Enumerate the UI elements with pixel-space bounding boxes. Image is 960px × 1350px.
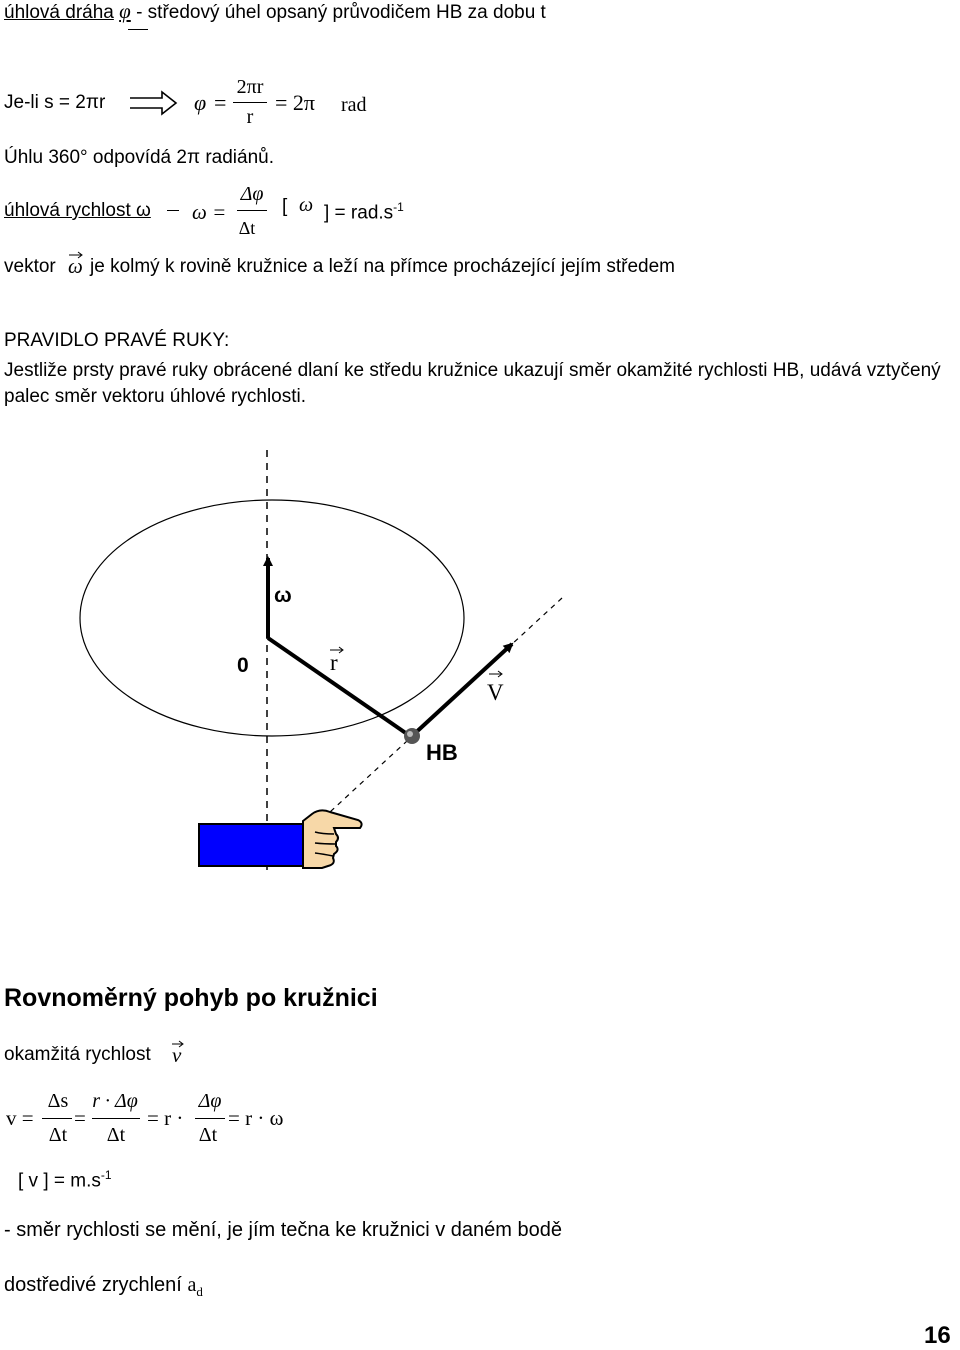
omega-def-denominator: Δt: [238, 218, 256, 238]
v-eq-f1-den: Δt: [48, 1124, 68, 1146]
v-eq-f3-den: Δt: [198, 1124, 218, 1146]
pointing-hand-icon: [303, 810, 362, 868]
instant-velocity-label: okamžitá rychlost: [4, 1044, 151, 1065]
v-eq-f3-bar: [195, 1118, 225, 1119]
origin-label: 0: [237, 654, 249, 677]
eq1-unit: rad: [341, 94, 367, 116]
rule-title: PRAVIDLO PRAVÉ RUKY:: [4, 330, 230, 351]
phi-symbol: φ: [119, 0, 131, 23]
acceleration-subscript: d: [196, 1284, 203, 1299]
underline-mark: [128, 29, 148, 30]
omega-unit-text: ] = rad.s: [324, 202, 394, 224]
right-hand-rule-diagram: [0, 440, 960, 880]
hb-label: HB: [426, 740, 458, 765]
v-eq-f1-num: Δs: [47, 1090, 69, 1112]
angle-statement: Úhlu 360° odpovídá 2π radiánů.: [4, 147, 275, 168]
omega-unit-value: [324, 196, 404, 224]
implies-arrow-icon: [128, 90, 178, 116]
r-label: r: [330, 650, 338, 675]
acceleration-line: [4, 1274, 203, 1300]
v-unit-exponent: -1: [100, 1168, 112, 1182]
omega-unit-open: [: [282, 196, 288, 217]
eq1-numerator: 2πr: [236, 76, 264, 98]
circle-path: [80, 500, 464, 736]
omega-def-numerator: Δφ: [240, 183, 264, 205]
v-eq-f2-den: Δt: [106, 1124, 126, 1146]
hand-sleeve: [199, 824, 303, 866]
hb-highlight: [407, 731, 413, 737]
omega-unit-exponent: -1: [393, 200, 404, 214]
v-vector-symbol: v: [172, 1043, 182, 1067]
angular-path-description: - středový úhel opsaný průvodičem HB za dobu t: [136, 2, 546, 23]
v-unit-line: [18, 1164, 112, 1192]
v-eq-equals-2: =: [74, 1106, 86, 1130]
v-eq-f2-num: r · Δφ: [92, 1090, 138, 1112]
eq1-denominator: r: [246, 106, 254, 128]
v-eq-result: = r · ω: [228, 1106, 284, 1130]
eq1-equals: =: [214, 90, 227, 115]
dash-mark: [167, 210, 179, 211]
rule-text: Jestliže prsty pravé ruky obrácené dlaní ke středu kružnice ukazují směr okamžité rychlosti HB, udává vztyčený palec směr vektoru úhlové rychlosti.: [4, 360, 941, 407]
omega-diagram-label: ω: [274, 584, 292, 607]
v-arrow-icon: [489, 671, 502, 677]
omega-def-lhs: ω =: [192, 200, 227, 224]
v-unit-text: [ v ] = m.s: [18, 1170, 101, 1192]
acceleration-symbol: a: [187, 1274, 197, 1296]
v-vector-arrow-icon: [171, 1040, 185, 1048]
angular-path-line: [4, 0, 546, 24]
eq1-fraction-bar: [233, 102, 267, 103]
page-number: 16: [924, 1322, 951, 1349]
angular-velocity-label: úhlová rychlost ω: [4, 200, 151, 221]
angular-path-label: úhlová dráha: [4, 2, 114, 23]
v-eq-equals-3: = r ·: [147, 1106, 184, 1130]
v-eq-lhs: v =: [6, 1106, 34, 1130]
vector-description: je kolmý k rovině kružnice a leží na přímce procházející jejím středem: [90, 256, 675, 277]
eq1-lhs: φ: [194, 90, 207, 115]
omega-def-fraction-bar: [237, 210, 267, 211]
section-title: Rovnoměrný pohyb po kružnici: [4, 984, 378, 1012]
vector-prefix: vektor: [4, 256, 56, 277]
v-label: V: [487, 680, 504, 705]
omega-unit-symbol: ω: [299, 194, 314, 216]
eq1-rhs: = 2π: [275, 90, 316, 115]
vector-arrow-icon: [68, 251, 84, 259]
omega-vector-symbol: ω: [68, 254, 83, 278]
direction-statement: - směr rychlosti se mění, je jím tečna ke kružnici v daném bodě: [4, 1219, 562, 1241]
acceleration-label: dostředivé zrychlení: [4, 1274, 182, 1296]
v-eq-f3-num: Δφ: [198, 1090, 222, 1112]
eq1-prefix: Je-li s = 2πr: [4, 92, 106, 113]
v-eq-f2-bar: [92, 1118, 140, 1119]
v-eq-f1-bar: [42, 1118, 72, 1119]
